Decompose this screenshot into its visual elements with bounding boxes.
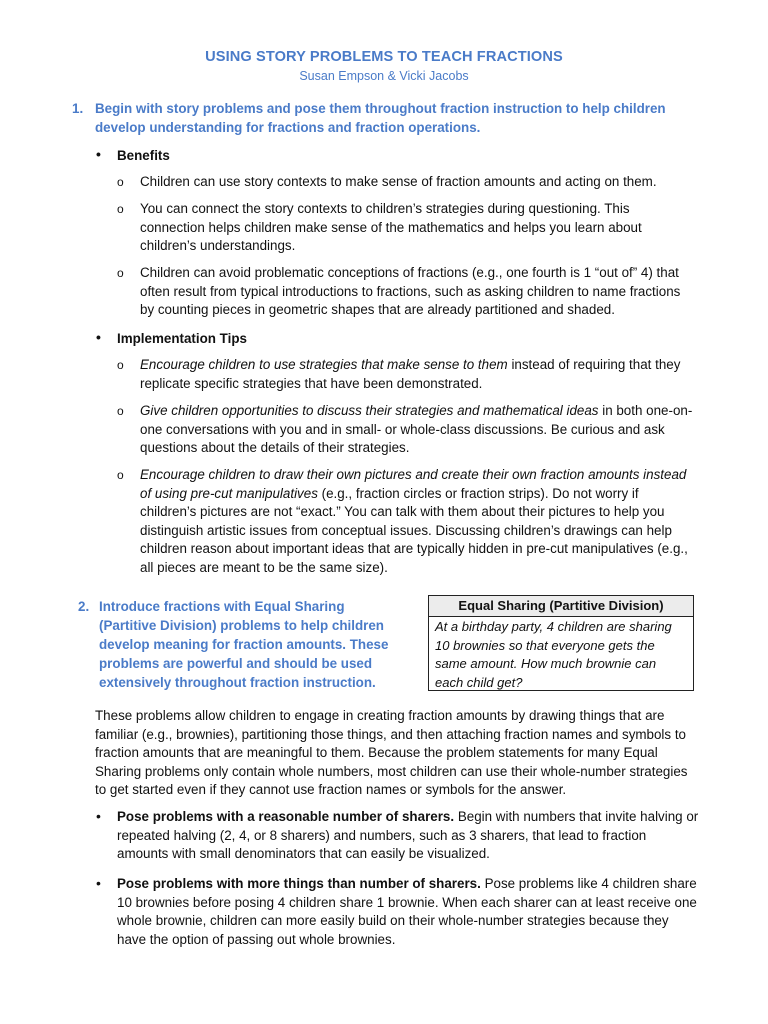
tips-label: Implementation Tips xyxy=(117,331,247,346)
section-2-paragraph: These problems allow children to engage in creating fraction amounts by drawing things that are familiar (e.g., brownies), partitioning those things, and then attaching fraction names and symbols to fraction amounts that are meaningful to them. Because the problem statements for many Equal Sharing problems only contain whole numbers, most children can use their whole-number strategies to get started even if they cannot use fraction names or symbols for the answer. xyxy=(95,708,688,798)
bullet-glyph: • xyxy=(96,146,101,162)
tip-emphasis: Encourage children to use strategies that make sense to them xyxy=(140,357,508,372)
tip-item xyxy=(117,466,697,578)
section-2-bullet xyxy=(96,875,700,949)
sub-bullet-glyph: o xyxy=(117,468,124,482)
equal-sharing-example-box xyxy=(428,595,694,691)
benefit-item-text: Children can use story contexts to make sense of fraction amounts and acting on them. xyxy=(140,174,657,189)
section-2-heading-text: Introduce fractions with Equal Sharing (Partitive Division) problems to help children develop meaning for fraction amounts. These problems are powerful and should be used extensively throughout fraction instruction. xyxy=(99,599,389,690)
tips-bullet xyxy=(96,329,247,348)
tip-item-text xyxy=(140,356,697,393)
benefit-item-text: You can connect the story contexts to children’s strategies during questioning. This connection helps children make sense of the mathematics and helps you learn about children’s understandings. xyxy=(140,201,642,254)
bullet-glyph: • xyxy=(96,875,101,891)
equal-sharing-box-body: At a birthday party, 4 children are sharing 10 brownies so that everyone gets the same amount. How much brownie can each child get? xyxy=(435,619,672,690)
section-2-bullet-text xyxy=(117,875,700,949)
tip-rest: in both one-on-one conversations with you and in small- or whole-class discussions. Be curious and ask questions about the details of their strategies. xyxy=(140,403,693,456)
tip-emphasis: Encourage children to draw their own pictures and create their own fraction amounts instead of using pre-cut manipulatives xyxy=(140,467,687,501)
tip-item xyxy=(117,356,697,393)
section-2-heading xyxy=(78,597,396,692)
document-authors: Susan Empson & Vicki Jacobs xyxy=(299,69,469,83)
benefits-label: Benefits xyxy=(117,148,170,163)
benefit-item xyxy=(117,200,697,256)
sub-bullet-glyph: o xyxy=(117,202,124,216)
document-title: USING STORY PROBLEMS TO TEACH FRACTIONS xyxy=(205,49,563,65)
section-2-bullet-text xyxy=(117,808,700,864)
equal-sharing-box-heading: Equal Sharing (Partitive Division) xyxy=(429,596,693,617)
bullet-bold-lead: Pose problems with more things than number of sharers. xyxy=(117,876,481,891)
tip-emphasis: Give children opportunities to discuss their strategies and mathematical ideas xyxy=(140,403,599,418)
tip-item xyxy=(117,402,697,458)
section-1-heading-text: Begin with story problems and pose them throughout fraction instruction to help children develop understanding for fractions and fraction operations. xyxy=(95,101,666,135)
bullet-glyph: • xyxy=(96,808,101,824)
benefit-item xyxy=(117,173,697,192)
sub-bullet-glyph: o xyxy=(117,358,124,372)
tip-item-text xyxy=(140,402,697,458)
bullet-glyph: • xyxy=(96,329,101,345)
benefits-bullet xyxy=(96,146,170,165)
bullet-bold-lead: Pose problems with a reasonable number of sharers. xyxy=(117,809,455,824)
section-2-bullet xyxy=(96,808,700,864)
bullet-rest: Pose problems like 4 children share 10 brownies before posing 4 children share 1 brownie. When each sharer can at least receive one whole brownie, children can more easily build on their whole-number strategies because they have the option of passing out whole brownies. xyxy=(117,876,697,947)
tip-rest: (e.g., fraction circles or fraction strips). Do not worry if children’s pictures are not “exact.” You can talk with them about their pictures to help you distinguish artistic issues from conceptual issues. Discussing children’s drawings can help children reason about important ideas that are typically hidden in pre-cut manipulatives (e.g., all pieces are meant to be the same size). xyxy=(140,485,688,575)
benefit-item xyxy=(117,264,697,320)
section-1-heading xyxy=(72,99,682,137)
section-1-number: 1. xyxy=(72,101,84,116)
tip-item-text xyxy=(140,466,697,578)
tip-rest: instead of requiring that they replicate specific strategies that have been demonstrated. xyxy=(140,357,681,391)
bullet-rest: Begin with numbers that invite halving or repeated halving (2, 4, or 8 sharers) and numbers, such as 3 sharers, that lead to fraction amounts with small denominators that can easily be visualized. xyxy=(117,809,699,862)
sub-bullet-glyph: o xyxy=(117,266,124,280)
section-2-number: 2. xyxy=(78,599,90,614)
benefit-item-text: Children can avoid problematic conceptions of fractions (e.g., one fourth is 1 “out of” 4) that often result from typical introductions to fractions, such as asking children to name fractions by counting pieces in geometric shapes that are already partitioned and shaded. xyxy=(140,265,681,318)
sub-bullet-glyph: o xyxy=(117,404,124,418)
sub-bullet-glyph: o xyxy=(117,175,124,189)
